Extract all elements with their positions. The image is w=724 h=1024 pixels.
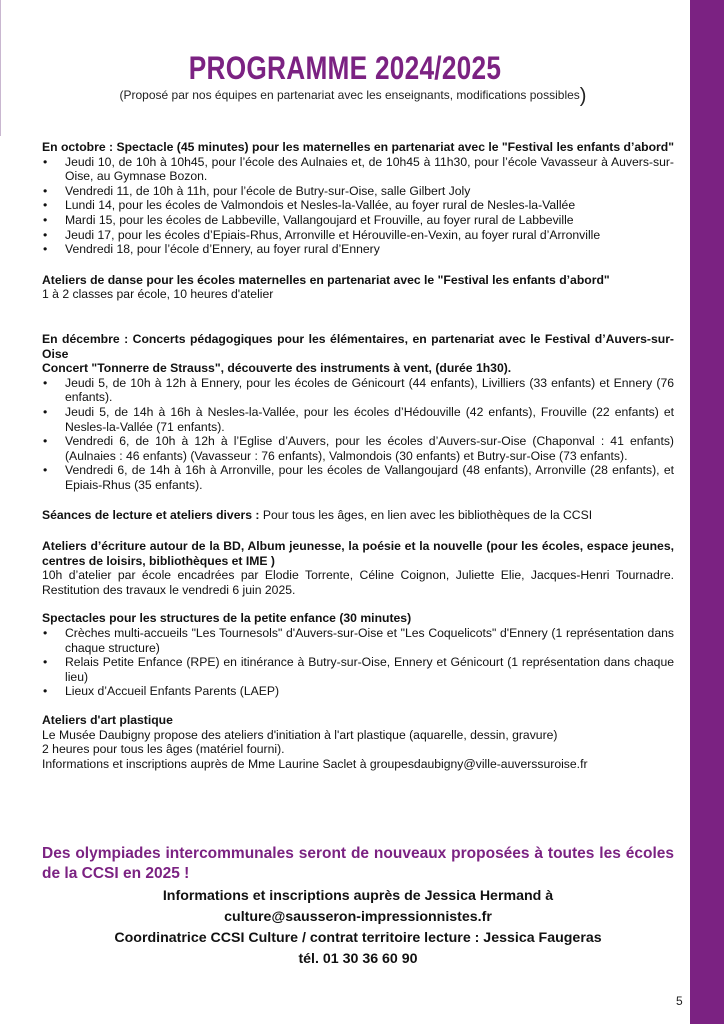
lecture-heading: Séances de lecture et ateliers divers : [42,508,260,523]
contact-block [42,886,674,970]
danse-text: 1 à 2 classes par école, 10 heures d'atelier [42,287,274,302]
decembre-list [42,376,674,493]
decembre-subheading: Concert "Tonnerre de Strauss", découverte des instruments à vent, (durée 1h30). [42,361,512,376]
list-item [42,463,674,492]
list-item [42,155,674,184]
decembre-heading: En décembre : Concerts pédagogiques pour les élémentaires, en partenariat avec le Festival d’Auvers-sur-Oise [42,331,674,361]
petite-enfance-heading: Spectacles pour les structures de la petite enfance (30 minutes) [42,611,412,626]
list-item-text: Jeudi 5, de 14h à 16h à Nesles-la-Vallée, pour les écoles d’Hédouville (42 enfants), Frouville (22 enfants) et Nesles-la-Vallée (71 enfants). [65,404,674,434]
list-item [42,684,674,699]
list-item [42,242,674,257]
art-line: Le Musée Daubigny propose des ateliers d'initiation à l'art plastique (aquarelle, dessin, gravure) [42,727,558,742]
danse-heading: Ateliers de danse pour les écoles maternelles en partenariat avec le "Festival les enfants d’abord" [42,272,610,287]
contact-line: Informations et inscriptions auprès de Jessica Hermand à [162,888,554,904]
bullet-icon: • [43,626,48,641]
contact-email: culture@sausseron-impressionnistes.fr [224,909,492,925]
list-item-text: Vendredi 11, de 10h à 11h, pour l’école de Butry-sur-Oise, salle Gilbert Joly [65,183,471,198]
list-item-text: Relais Petite Enfance (RPE) en itinérance à Butry-sur-Oise, Ennery et Génicourt (1 représentation dans chaque lieu) [65,655,674,684]
list-item [42,184,674,199]
list-item [42,405,674,434]
contact-line: Coordinatrice CCSI Culture / contrat territoire lecture : Jessica Faugeras [114,930,602,946]
list-item [42,434,674,463]
list-item [42,213,674,228]
octobre-heading: En octobre : Spectacle (45 minutes) pour les maternelles en partenariat avec le "Festival les enfants d’abord" [42,140,674,154]
side-color-bar [690,0,724,1024]
bullet-icon: • [43,655,48,670]
list-item-text: Vendredi 6, de 14h à 16h à Arronville, pour les écoles de Vallangoujard (48 enfants), Arronville (28 enfants), et Epiais-Rhus (35 enfants). [65,463,674,492]
list-item [42,198,674,213]
bullet-icon: • [43,404,48,419]
list-item-text: Jeudi 5, de 10h à 12h à Ennery, pour les écoles de Génicourt (44 enfants), Livilliers (33 enfants) et Ennery (76 enfants). [65,375,674,405]
list-item-text: Jeudi 10, de 10h à 10h45, pour l’école des Aulnaies et, de 10h45 à 11h30, pour l’école Vavasseur à Auvers-sur-Oise, au Gymnase Bozon. [65,154,674,184]
art-line: 2 heures pour tous les âges (matériel fourni). [42,742,285,757]
contact-phone: tél. 01 30 36 60 90 [298,951,418,967]
ecriture-heading: Ateliers d’écriture autour de la BD, Album jeunesse, la poésie et la nouvelle (pour les écoles, espace jeunes, centres de loisirs, bibliothèques et IME ) [42,539,674,568]
left-edge-rule [0,0,1,136]
list-item-text: Lieux d’Accueil Enfants Parents (LAEP) [65,684,280,699]
bullet-icon: • [43,198,48,213]
bullet-icon: • [43,154,48,169]
petite-enfance-list [42,626,674,699]
page-number: 5 [676,994,683,1008]
list-item-text: Lundi 14, pour les écoles de Valmondois et Nesles-la-Vallée, au foyer rural de Nesles-la-Vallée [65,198,576,213]
list-item [42,376,674,405]
bullet-icon: • [43,242,48,257]
list-item-text: Vendredi 18, pour l’école d’Ennery, au foyer rural d’Ennery [65,242,380,257]
bullet-icon: • [43,212,48,227]
list-item-text: Jeudi 17, pour les écoles d’Epiais-Rhus, Arronville et Hérouville-en-Vexin, au foyer rural d’Arronville [65,227,601,242]
olympiades-announcement: Des olympiades intercommunales seront de nouveaux proposées à toutes les écoles de la CCSI en 2025 ! [42,844,674,882]
page-title: PROGRAMME 2024/2025 [188,50,502,86]
bullet-icon: • [43,227,48,242]
lecture-text: Pour tous les âges, en lien avec les bibliothèques de la CCSI [259,508,593,523]
list-item [42,626,674,655]
programme-content [42,140,674,771]
list-item [42,655,674,684]
subtitle-close-paren: ) [579,85,587,107]
ecriture-text: 10h d’atelier par école encadrées par Elodie Torrente, Céline Coignon, Juliette Elie, Jacques-Henri Tournadre. Restitution des travaux le vendredi 6 juin 2025. [42,568,674,597]
octobre-list [42,155,674,257]
list-item-text: Crèches multi-accueils "Les Tournesols" d'Auvers-sur-Oise et "Les Coquelicots" d'Ennery (1 représentation dans chaque structure) [65,626,674,655]
bullet-icon: • [43,684,48,699]
subtitle-text: (Proposé par nos équipes en partenariat avec les enseignants, modifications possibles [119,88,580,102]
bullet-icon: • [43,375,48,390]
page-subtitle [0,85,706,108]
bullet-icon: • [43,183,48,198]
bullet-icon: • [43,463,48,478]
list-item-text: Mardi 15, pour les écoles de Labbeville, Vallangoujard et Frouville, au foyer rural de Labbeville [65,212,574,227]
art-line: Informations et inscriptions auprès de Mme Laurine Saclet à groupesdaubigny@ville-auverssuroise.fr [42,756,588,771]
bullet-icon: • [43,434,48,449]
art-heading: Ateliers d'art plastique [42,713,173,727]
lecture-paragraph [42,508,674,523]
list-item [42,228,674,243]
list-item-text: Vendredi 6, de 10h à 12h à l’Eglise d’Auvers, pour les écoles d’Auvers-sur-Oise (Chaponval : 41 enfants) (Aulnaies : 46 enfants) (Vavasseur : 76 enfants), Valmondois (30 enfants) et Butry-sur-Oise (73 enfants). [65,434,674,463]
